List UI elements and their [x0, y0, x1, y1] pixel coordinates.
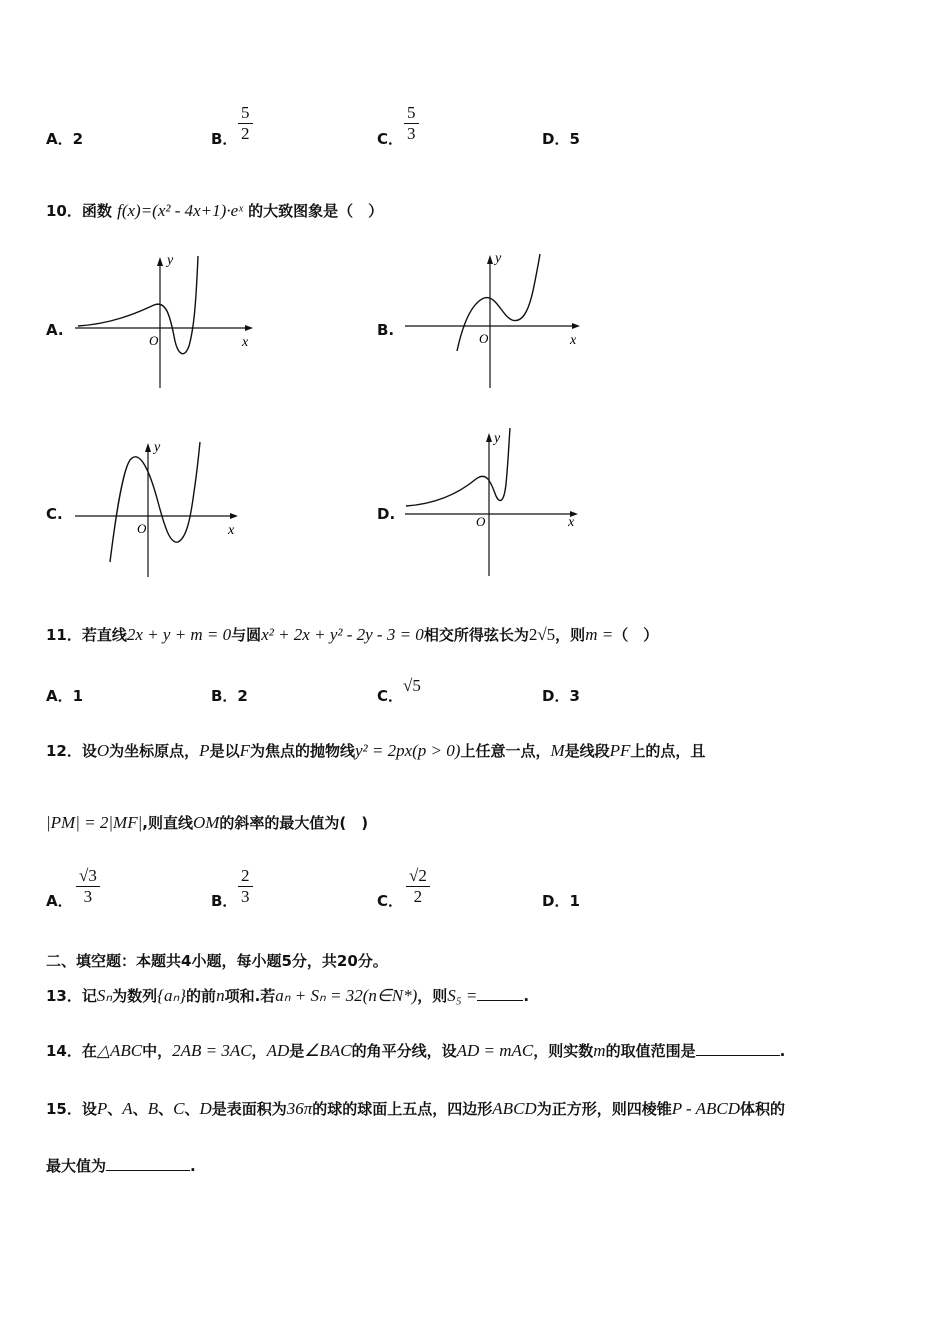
- q12-option-d: D．1: [542, 892, 580, 910]
- text: 的前: [186, 987, 217, 1005]
- q11-number: 11．若直线: [46, 626, 127, 644]
- sym-OM: OM: [192, 813, 220, 832]
- text: 上任意一点，: [460, 742, 551, 760]
- q10-graph-d-label: D.: [377, 505, 396, 523]
- q11-option-c-math: √5: [403, 676, 421, 695]
- numerator: √3: [79, 866, 97, 885]
- q9-option-b-fraction: [238, 103, 253, 144]
- origin-label: O: [149, 333, 159, 348]
- sym-m: m: [593, 1041, 606, 1060]
- q9-option-c-fraction: [404, 103, 419, 144]
- x-label: x: [570, 333, 577, 348]
- condition-eq: aₙ + Sₙ = 32(n∈N*): [275, 986, 418, 1005]
- text: 、: [158, 1100, 174, 1118]
- text: 是表面积为: [211, 1100, 287, 1118]
- sym-D: D: [199, 1099, 212, 1118]
- numerator: √2: [409, 866, 427, 885]
- text: 的角平分线，设: [351, 1042, 457, 1060]
- q10-graph-a: [70, 248, 260, 393]
- q10-graph-d: [400, 424, 590, 579]
- text: 最大值为: [46, 1157, 107, 1175]
- curve: [110, 442, 200, 562]
- eq1: 2AB = 3AC: [172, 1041, 252, 1060]
- curve: [78, 256, 198, 354]
- q11-text: 与圆: [231, 626, 262, 644]
- q9-option-d: D．5: [542, 130, 580, 148]
- parabola-eq: y² = 2px(p > 0): [354, 741, 461, 760]
- q11-line-eq: 2x + y + m = 0: [126, 625, 232, 644]
- q11-option-c: [377, 676, 421, 706]
- sym-pyramid: P - ABCD: [671, 1099, 741, 1118]
- q15-stem-line1: [46, 1098, 785, 1119]
- q10-graph-a-label: A.: [46, 321, 64, 339]
- denominator: 3: [238, 886, 253, 907]
- sym-P: P: [96, 1099, 108, 1118]
- answer-blank[interactable]: [696, 1055, 780, 1056]
- text: .: [523, 987, 530, 1005]
- sym-B: B: [147, 1099, 159, 1118]
- y-label: y: [494, 431, 501, 446]
- text: 体积的: [740, 1100, 786, 1118]
- area: 36π: [286, 1099, 313, 1118]
- q12-number: 12．设: [46, 742, 97, 760]
- q11-option-a: A．1: [46, 687, 84, 705]
- q14-stem: [46, 1040, 785, 1061]
- q12-option-a-label: A．: [46, 892, 73, 910]
- text: 是: [289, 1042, 305, 1060]
- answer-blank[interactable]: [106, 1170, 190, 1171]
- text: 为焦点的抛物线: [249, 742, 355, 760]
- q13-number: 13．记: [46, 987, 97, 1005]
- q10-formula: f(x)=(x² - 4x+1)·eˣ: [117, 201, 243, 220]
- sym-angle: ∠BAC: [304, 1041, 352, 1060]
- text: 为正方形，则四棱锥: [536, 1100, 672, 1118]
- sym-Sn: Sₙ: [96, 986, 113, 1005]
- q11-circle-eq: x² + 2x + y² - 2y - 3 = 0: [261, 625, 424, 644]
- eq2: AD = mAC: [456, 1041, 534, 1060]
- section-title: 二、填空题：本题共4小题，每小题5分，共20分。: [46, 952, 388, 970]
- y-arrow: [145, 443, 151, 452]
- y-arrow: [487, 255, 493, 264]
- x-arrow: [230, 513, 238, 519]
- sym-n: n: [216, 986, 225, 1005]
- q11-option-d: D．3: [542, 687, 580, 705]
- denominator: 3: [404, 123, 419, 144]
- numerator: 5: [241, 103, 250, 122]
- text: 的取值范围是: [605, 1042, 696, 1060]
- text: 中，: [142, 1042, 173, 1060]
- q12-option-b-fraction: [238, 866, 253, 907]
- q9-option-a: A．2: [46, 130, 84, 148]
- y-label: y: [167, 253, 174, 268]
- denominator: 2: [238, 123, 253, 144]
- q11-text: ，则: [555, 626, 586, 644]
- sym-M: M: [550, 741, 565, 760]
- text: 是以: [209, 742, 240, 760]
- label: C．: [377, 687, 404, 705]
- y-label: y: [495, 251, 502, 266]
- q11-text: 相交所得弦长为: [423, 626, 529, 644]
- text: 为坐标原点，: [109, 742, 200, 760]
- sym-S5: S₅ =: [447, 986, 478, 1005]
- y-label: y: [154, 440, 161, 455]
- q15-number: 15．设: [46, 1100, 97, 1118]
- q15-stem-line2: [46, 1155, 196, 1176]
- q10-number: 10．函数: [46, 202, 112, 220]
- sym-PF: PF: [609, 741, 631, 760]
- numerator: 5: [407, 103, 416, 122]
- sym-ABCD: ABCD: [492, 1099, 537, 1118]
- text: ，: [251, 1042, 267, 1060]
- x-arrow: [572, 323, 580, 329]
- q12-option-c-fraction: [406, 866, 430, 907]
- denominator: 2: [406, 886, 430, 907]
- q11-paren: （ ）: [613, 626, 659, 644]
- sym-A: A: [122, 1099, 133, 1118]
- x-arrow: [245, 325, 253, 331]
- text: .: [190, 1157, 196, 1175]
- q12-option-b-label: B．: [211, 892, 238, 910]
- text: 、: [132, 1100, 148, 1118]
- q14-number: 14．在: [46, 1042, 97, 1060]
- sym-O: O: [96, 741, 110, 760]
- text: 为数列: [112, 987, 158, 1005]
- y-arrow: [157, 257, 163, 266]
- text: ，则: [417, 987, 448, 1005]
- sym-P: P: [199, 741, 210, 760]
- q11-option-b: B．2: [211, 687, 248, 705]
- q10-suffix: 的大致图象是（ ）: [248, 202, 384, 220]
- sym-F: F: [239, 741, 250, 760]
- text: ，则实数: [533, 1042, 594, 1060]
- q9-option-c-label: C．: [377, 130, 404, 148]
- q10-graph-c-label: C.: [46, 505, 63, 523]
- text: .: [779, 1042, 786, 1060]
- origin-label: O: [476, 514, 486, 529]
- q12-option-a-fraction: [76, 866, 100, 907]
- text: 、: [184, 1100, 200, 1118]
- sym-triangle: △ABC: [96, 1041, 143, 1060]
- q10-stem: [46, 200, 383, 221]
- text: 是线段: [564, 742, 610, 760]
- q11-stem: [46, 624, 658, 645]
- text: 上的点，且: [630, 742, 706, 760]
- text: 项和.若: [224, 987, 276, 1005]
- q10-graph-b: [400, 246, 590, 391]
- q12-option-c-label: C．: [377, 892, 404, 910]
- q12-stem-line2: [46, 812, 368, 833]
- y-arrow: [486, 433, 492, 442]
- condition-eq: |PM| = 2|MF|: [46, 813, 143, 832]
- text: 的斜率的最大值为( ): [219, 814, 369, 832]
- q12-stem-line1: [46, 740, 705, 761]
- x-label: x: [242, 335, 249, 350]
- q10-graph-b-label: B.: [377, 321, 395, 339]
- x-label: x: [228, 523, 235, 538]
- text: ,则直线: [142, 814, 193, 832]
- q10-graph-c: [70, 432, 260, 582]
- text: 、: [107, 1100, 123, 1118]
- q9-option-b-label: B．: [211, 130, 238, 148]
- origin-label: O: [137, 521, 147, 536]
- q13-stem: [46, 985, 529, 1006]
- q11-ask: m =: [585, 625, 614, 644]
- denominator: 3: [76, 886, 100, 907]
- q11-chord: 2√5: [528, 625, 556, 644]
- sym-an: {aₙ}: [157, 986, 187, 1005]
- x-label: x: [568, 515, 575, 530]
- sym-C: C: [173, 1099, 185, 1118]
- text: 的球的球面上五点，四边形: [312, 1100, 493, 1118]
- origin-label: O: [479, 331, 489, 346]
- curve: [457, 254, 540, 351]
- answer-blank[interactable]: [477, 1000, 523, 1001]
- numerator: 2: [241, 866, 250, 885]
- sym-AD: AD: [266, 1041, 290, 1060]
